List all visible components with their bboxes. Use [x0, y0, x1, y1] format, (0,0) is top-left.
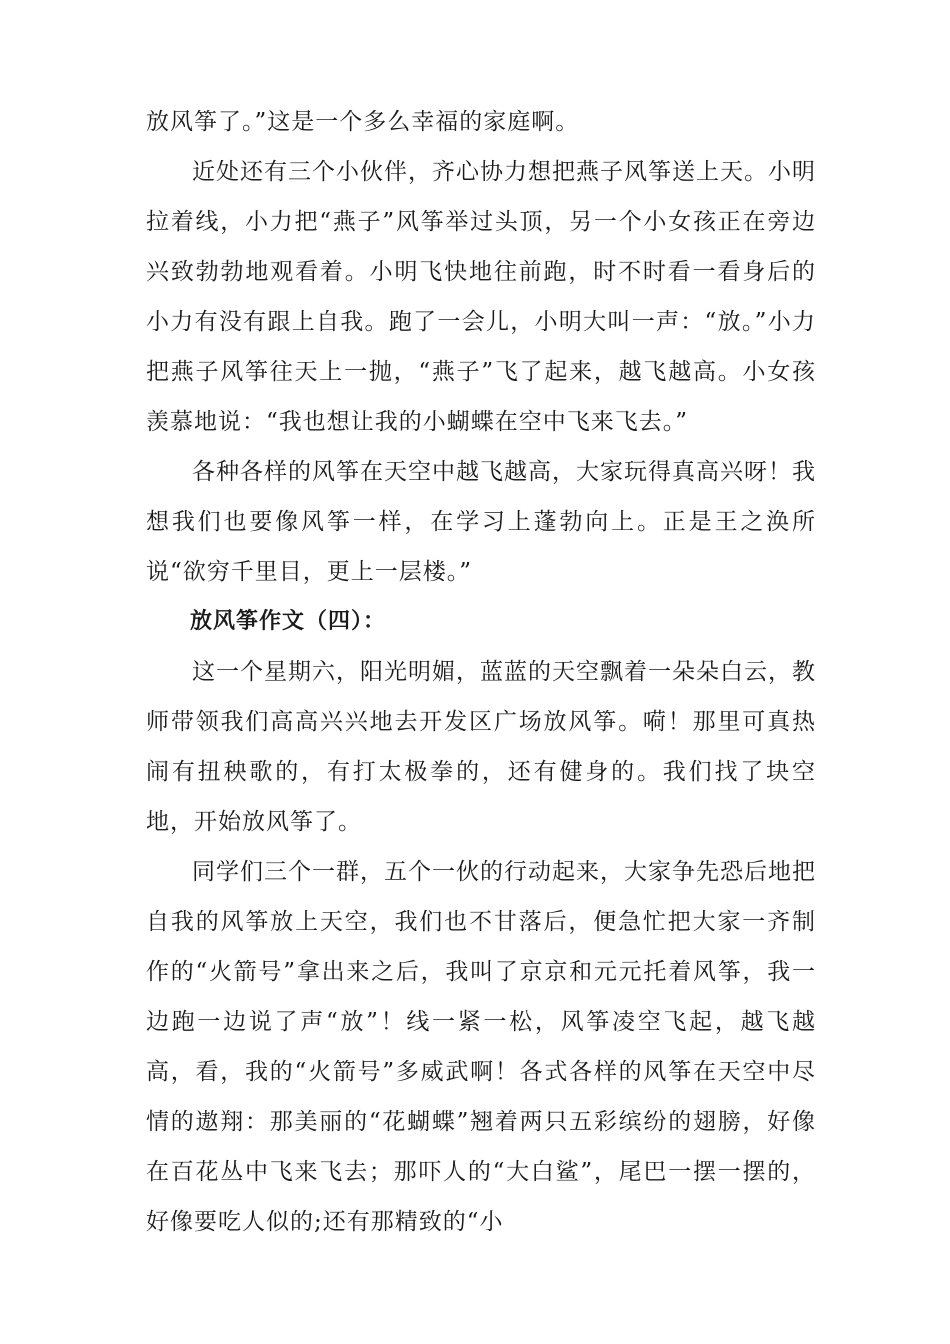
section-heading: 放风筝作文（四）： [190, 609, 387, 634]
paragraph-swallow-kite: 近处还有三个小伙伴，齐心协力想把燕子风筝送上天。小明拉着线，小力把“燕子”风筝举过头顶，另一个小女孩正在旁边兴致勃勃地观看着。小明飞快地往前跑，时不时看一看身后的小力有没有跟上自我。跑了一会儿，小明大叫一声：“放。”小力把燕子风筝往天上一抛，“燕子”飞了起来，越飞越高。小女孩羡慕地说：“我也想让我的小蝴蝶在空中飞来飞去。” [146, 159, 816, 435]
paragraph-saturday: 这一个星期六，阳光明媚，蓝蓝的天空飘着一朵朵白云，教师带领我们高高兴兴地去开发区广场放风筝。嗬！那里可真热闹有扭秧歌的，有打太极拳的，还有健身的。我们找了块空地，开始放风筝了。 [146, 659, 816, 835]
paragraph-conclusion: 各种各样的风筝在天空中越飞越高，大家玩得真高兴呀！我想我们也要像风筝一样，在学习上蓬勃向上。正是王之涣所说“欲穷千里目，更上一层楼。” [146, 459, 816, 585]
paragraph-classmates: 同学们三个一群，五个一伙的行动起来，大家争先恐后地把自我的风筝放上天空，我们也不甘落后，便急忙把大家一齐制作的“火箭号”拿出来之后，我叫了京京和元元托着风筝，我一边跑一边说了声“放”！线一紧一松，风筝凌空飞起，越飞越高，看，我的“火箭号”多威武啊！各式各样的风筝在天空中尽情的遨翔：那美丽的“花蝴蝶”翘着两只五彩缤纷的翅膀，好像在百花丛中飞来飞去；那吓人的“大白鲨”，尾巴一摆一摆的，好像要吃人似的;还有那精致的“小 [146, 859, 816, 1235]
document-body [146, 97, 816, 1247]
paragraph-continuation: 放风筝了。”这是一个多么幸福的家庭啊。 [146, 109, 580, 135]
